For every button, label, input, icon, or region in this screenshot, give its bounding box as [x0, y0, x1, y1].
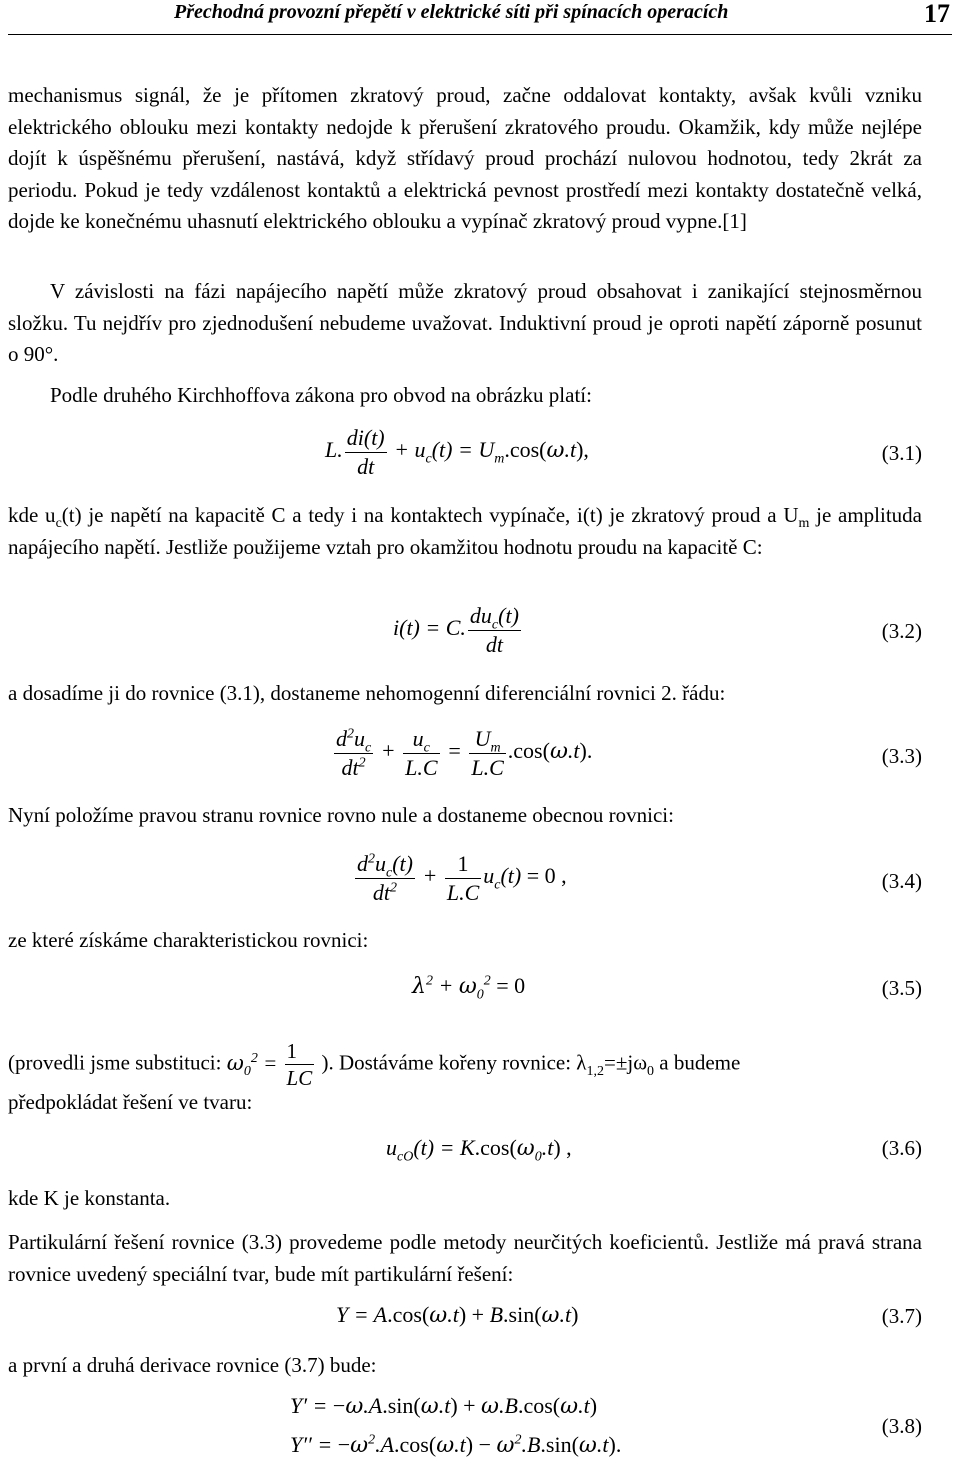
paragraph-8-continued: předpokládat řešení ve tvaru: [8, 1090, 253, 1114]
text-fragment: (provedli jsme substituci: [8, 1050, 222, 1075]
substitution-formula: $\omega_0^2$ = $\frac{1}{LC}$ [226, 1039, 313, 1091]
equation-3-6: $u_{cO}(t) = K.\cos(\omega_0.t)$ , [386, 1135, 572, 1165]
paragraph-2: V závislosti na fázi napájecího napětí může zkratový proud obsahovat i zanikající stejnosměrnou složku. Tu nejdřív pro zjednodušení nebudeme uvažovat. Induktivní proud je oproti napětí záporně posunut o 90°. [8, 279, 922, 366]
paragraph-10: Partikulární řešení rovnice (3.3) provedeme podle metody neurčitých koeficientů. Jestliže má pravá strana rovnice uvedený speciální tvar, bude mít partikulární řešení: [8, 1230, 922, 1286]
equation-3-2: i(t) = C. $\frac{du_c(t)}{dt}$ [393, 603, 519, 657]
equation-number-3-4: (3.4) [881, 869, 922, 893]
equation-number-3-6: (3.6) [881, 1136, 922, 1160]
subscript: 0 [647, 1063, 655, 1079]
paragraph-6: Nyní položíme pravou stranu rovnice rovno nule a dostaneme obecnou rovnici: [8, 803, 674, 827]
paragraph-7: ze které získáme charakteristickou rovnici: [8, 928, 369, 952]
equation-number-3-5: (3.5) [881, 976, 922, 1000]
text-fragment: =±jω [603, 1050, 648, 1075]
equation-3-3: $\frac{d^2u_c}{dt^2}$ + $\frac{u_c}{L.C}$ = $\frac{U_m}{L.C}$ .cos(ω.t). [336, 726, 593, 780]
page-header [8, 0, 952, 35]
equation-number-3-2: (3.2) [881, 619, 922, 643]
paragraph-9: kde K je konstanta. [8, 1186, 171, 1210]
equation-3-5: $\lambda^2 + \omega_0^2 = 0$ [412, 973, 526, 1003]
paragraph-8 [8, 1038, 922, 1092]
equation-3-1: L. $\frac{di(t)}{dt}$ + $u_c(t) = U_m.\cos(\omega.t)$, [325, 425, 589, 479]
paragraph-3: Podle druhého Kirchhoffova zákona pro obvod na obrázku platí: [50, 383, 592, 407]
running-title: Přechodná provozní přepětí v elektrické síti při spínacích operacích [174, 1, 729, 23]
subscript: m [798, 516, 810, 532]
equation-3-7: Y = A.cos(ω.t) + B.sin(ω.t) [336, 1302, 579, 1328]
subscript: 1,2 [586, 1063, 604, 1079]
page-number: 17 [924, 0, 950, 28]
paragraph-11: a první a druhá derivace rovnice (3.7) bude: [8, 1353, 377, 1377]
subscript: c [55, 516, 62, 532]
equation-number-3-8: (3.8) [881, 1414, 922, 1438]
equation-3-8-first: Y′ = −ω.A.sin(ω.t) + ω.B.cos(ω.t) [290, 1393, 598, 1419]
text-fragment: kde u [8, 503, 56, 527]
equation-3-8-second: $Y'' = -\omega^2.A.\cos(\omega.t) - \omega^2.B.\sin(\omega.t)$. [290, 1432, 622, 1458]
text-fragment: ). Dostáváme kořeny rovnice: λ [321, 1050, 587, 1075]
equation-3-4: $\frac{d^2u_c(t)}{dt^2}$ + $\frac{1}{L.C}$ $u_c(t) = 0$ , [357, 851, 567, 905]
paragraph-4 [8, 500, 922, 563]
equation-number-3-3: (3.3) [881, 744, 922, 768]
paragraph-1: mechanismus signál, že je přítomen zkratový proud, začne oddalovat kontakty, avšak kvůli vzniku elektrického oblouku mezi kontakty nedojde k přerušení zkratového proudu. Okamžik, kdy může nejlépe dojít k úspěšnému přerušení, nastává, když střídavý proud prochází nulovou hodnotou, tedy 2krát za periodu. Pokud je tedy vzdálenost kontaktů a elektrická pevnost prostředí mezi kontakty dostatečně velká, dojde ke konečnému uhasnutí elektrického oblouku a vypínač zkratový proud vypne.[1] [8, 83, 922, 233]
text-fragment: (t) je napětí na kapacitě C a tedy i na kontaktech vypínače, i(t) je zkratový proud a U [61, 503, 799, 527]
equation-number-3-7: (3.7) [881, 1304, 922, 1328]
equation-number-3-1: (3.1) [881, 441, 922, 465]
text-fragment: a budeme [654, 1050, 741, 1075]
text-fragment: je amplituda napájecího napětí. Jestliže použijeme vztah pro okamžitou hodnotu proudu na kapacitě C: [8, 503, 922, 559]
paragraph-5: a dosadíme ji do rovnice (3.1), dostaneme nehomogenní diferenciální rovnici 2. řádu: [8, 681, 726, 705]
